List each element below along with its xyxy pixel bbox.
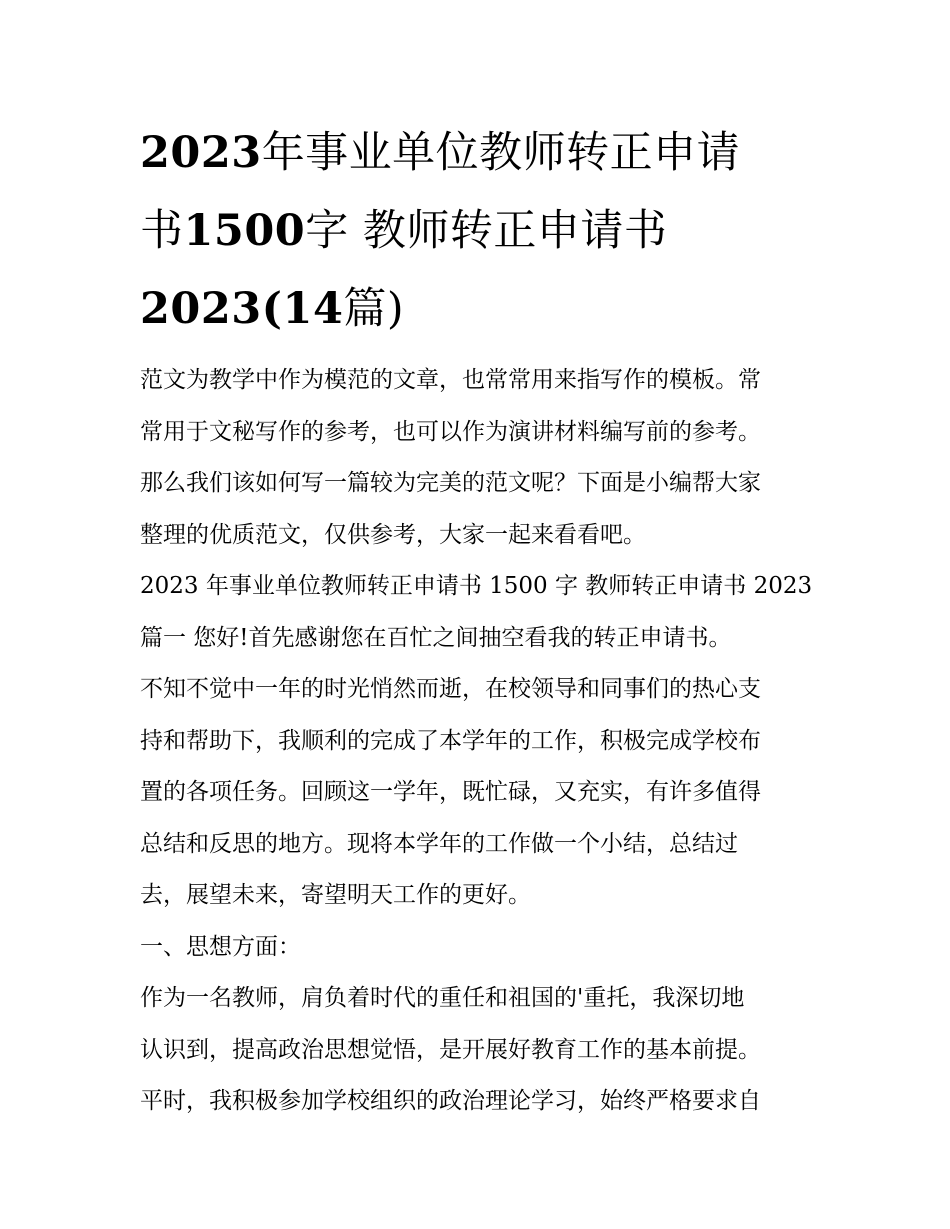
body-line: 作为一名教师，肩负着时代的重任和祖国的'重托，我深切地 [140,985,745,1011]
title-line-1 [140,114,820,192]
section-heading: 一、思想方面： [140,933,301,960]
document-title [140,114,820,348]
title-text: 字 教师转正申请书 [305,206,668,256]
body-line: 平时，我积极参加学校组织的政治理论学习，始终严格要求自 [140,1088,761,1114]
title-text: 篇) [343,284,405,334]
body-line: 持和帮助下，我顺利的完成了本学年的工作，积极完成学校布 [140,727,761,754]
body-line: 篇一 您好!首先感谢您在百忙之间抽空看我的转正申请书。 [140,624,732,651]
body-line: 去，展望未来，寄望明天工作的更好。 [140,882,531,908]
title-year: 2023 [140,128,262,178]
title-text: 年事业单位教师转正申请 [261,128,741,178]
body-line: 那么我们该如何写一篇较为完美的范文呢？下面是小编帮大家 [140,470,761,496]
body-line: 不知不觉中一年的时光悄然而逝，在校领导和同事们的热心支 [140,676,761,702]
title-number: 1500 [183,206,306,256]
title-number: 2023(14 [140,284,344,334]
body-line: 2023 年事业单位教师转正申请书 1500 字 教师转正申请书 2023 [140,573,813,599]
title-line-3 [140,270,820,348]
body-line: 认识到，提高政治思想觉悟，是开展好教育工作的基本前提。 [140,1036,761,1063]
body-line: 整理的优质范文，仅供参考，大家一起来看看吧。 [140,521,646,548]
document-body [140,355,820,1128]
body-line: 置的各项任务。回顾这一学年，既忙碌，又充实，有许多值得 [140,779,761,805]
title-line-2 [140,192,820,270]
title-text: 书 [140,206,184,256]
body-line: 范文为教学中作为模范的文章，也常常用来指写作的模板。常 [140,367,761,393]
body-line: 常用于文秘写作的参考，也可以作为演讲材料编写前的参考。 [140,418,761,445]
body-line: 总结和反思的地方。现将本学年的工作做一个小结，总结过 [140,830,738,857]
